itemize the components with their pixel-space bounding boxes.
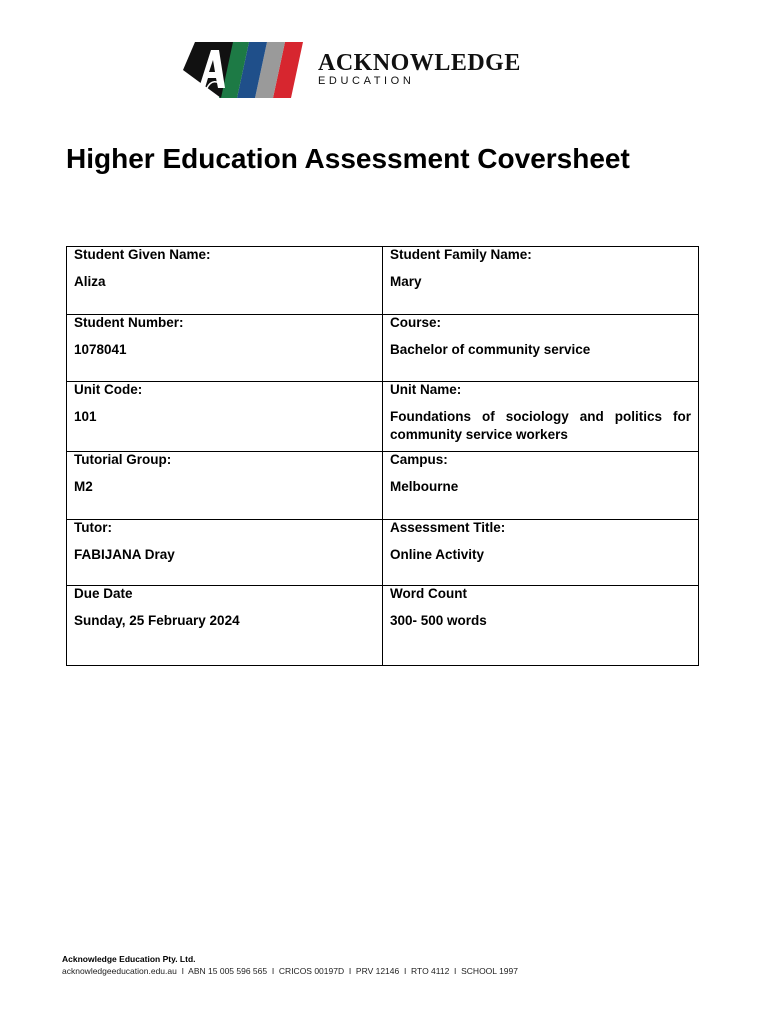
field-label: Assessment Title: (390, 520, 506, 535)
cell-course (383, 315, 699, 382)
field-label: Word Count (390, 586, 467, 601)
cell-student-number (67, 315, 383, 382)
coversheet-table (66, 246, 699, 666)
field-label: Due Date (74, 586, 133, 601)
field-label: Unit Code: (74, 382, 143, 397)
field-value: Mary (390, 274, 422, 289)
field-value: Foundations of sociology and politics for community service workers (390, 409, 691, 442)
table-row (67, 452, 699, 520)
logo-mark-icon (181, 40, 316, 102)
field-value: 1078041 (74, 342, 127, 357)
cell-tutorial-group (67, 452, 383, 520)
table-row (67, 586, 699, 666)
cell-assessment-title (383, 520, 699, 586)
cell-student-given-name (67, 247, 383, 315)
table-row (67, 382, 699, 452)
cell-campus (383, 452, 699, 520)
brand-subtitle: EDUCATION (318, 75, 415, 87)
footer-company: Acknowledge Education Pty. Ltd. (62, 954, 196, 964)
field-label: Tutor: (74, 520, 112, 535)
cell-due-date (67, 586, 383, 666)
footer-info: acknowledgeeducation.edu.au I ABN 15 005 596 565 I CRICOS 00197D I PRV 12146 I RTO 4112 I SCHOOL 1997 (62, 966, 518, 976)
cell-word-count (383, 586, 699, 666)
field-value: FABIJANA Dray (74, 547, 175, 562)
table-row (67, 315, 699, 382)
page-title: Higher Education Assessment Coversheet (66, 143, 630, 174)
field-label: Student Number: (74, 315, 184, 330)
field-label: Tutorial Group: (74, 452, 172, 467)
table-row (67, 520, 699, 586)
cell-student-family-name (383, 247, 699, 315)
field-value: 101 (74, 409, 97, 424)
field-value: Bachelor of community service (390, 342, 591, 357)
field-value: M2 (74, 479, 93, 494)
field-value: Melbourne (390, 479, 459, 494)
field-label: Student Family Name: (390, 247, 532, 262)
field-value: Aliza (74, 274, 106, 289)
cell-tutor (67, 520, 383, 586)
cell-unit-name (383, 382, 699, 452)
field-value: 300- 500 words (390, 613, 487, 628)
field-value: Online Activity (390, 547, 485, 562)
field-label: Course: (390, 315, 442, 330)
brand-name: ACKNOWLEDGE (318, 50, 521, 76)
field-label: Campus: (390, 452, 448, 467)
cell-unit-code (67, 382, 383, 452)
field-label: Unit Name: (390, 382, 462, 397)
field-label: Student Given Name: (74, 247, 211, 262)
table-row (67, 247, 699, 315)
field-value: Sunday, 25 February 2024 (74, 613, 240, 628)
